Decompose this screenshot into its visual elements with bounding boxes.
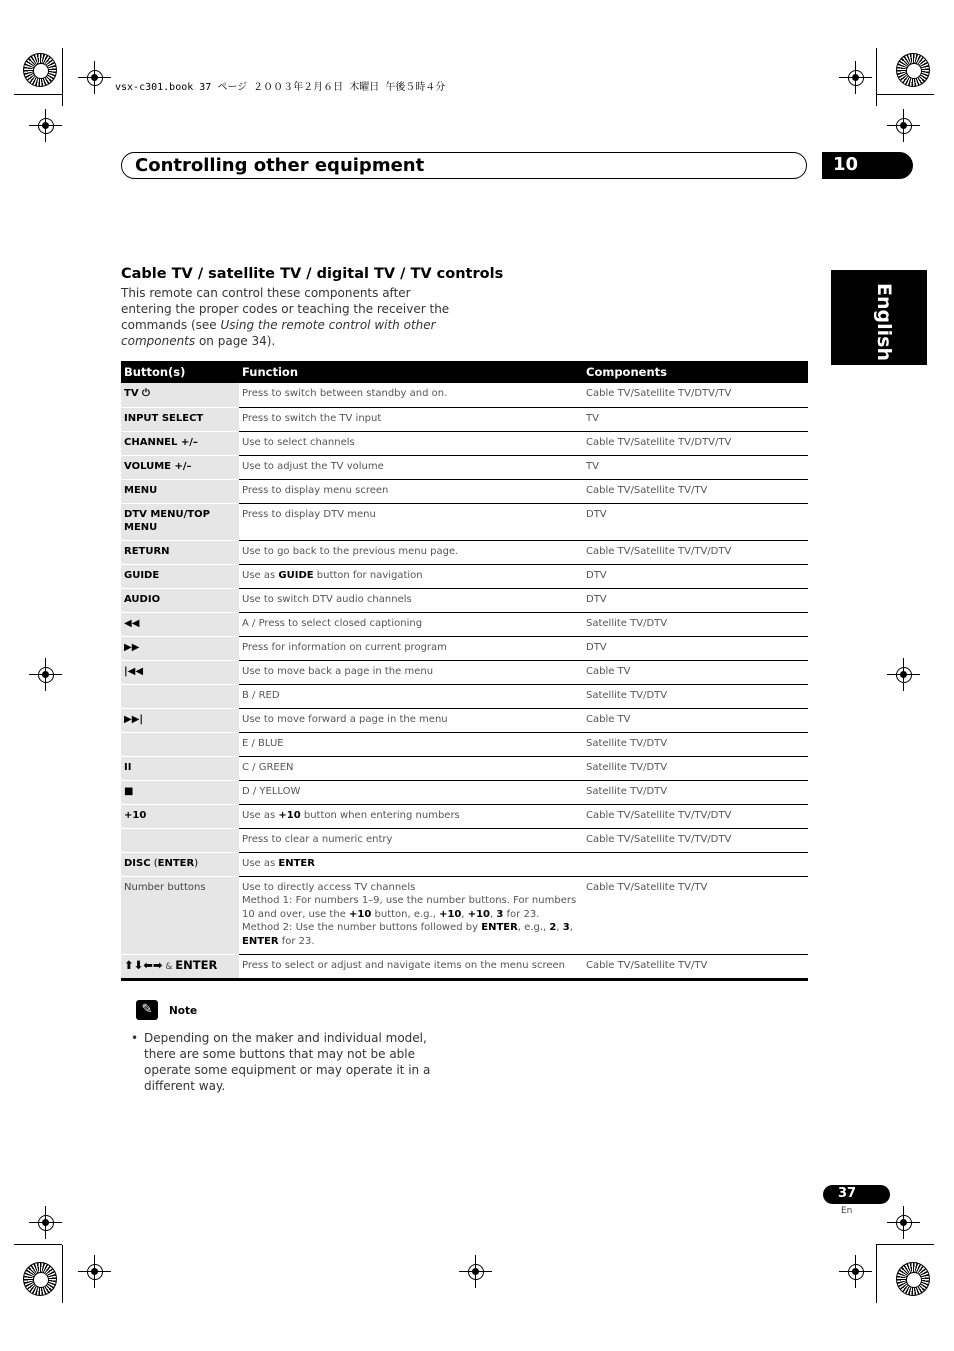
chapter-number-tab: [822, 152, 913, 179]
button-cell: DISC (ENTER): [121, 852, 239, 876]
language-tab: [831, 270, 927, 365]
pause-icon: II: [121, 756, 239, 780]
button-cell: [121, 732, 239, 756]
page-number-badge: [823, 1185, 890, 1204]
components-cell: Cable TV/Satellite TV/TV/DTV: [583, 804, 808, 828]
button-cell: MENU: [121, 479, 239, 503]
button-cell: DTV MENU/TOP MENU: [121, 503, 239, 540]
function-cell: Use to switch DTV audio channels: [239, 588, 583, 612]
intro-text: This remote can control these components after entering the proper codes or teaching the receiver the commands (see: [121, 286, 450, 332]
language-label: English: [873, 283, 895, 361]
components-cell: Cable TV/Satellite TV/TV: [583, 954, 808, 979]
column-header: Function: [239, 361, 583, 383]
fast-forward-icon: ▶▶: [121, 636, 239, 660]
components-cell: Satellite TV/DTV: [583, 756, 808, 780]
components-cell: Satellite TV/DTV: [583, 684, 808, 708]
function-cell: Use as GUIDE button for navigation: [239, 564, 583, 588]
components-cell: Satellite TV/DTV: [583, 612, 808, 636]
color-registration-icon: [23, 53, 57, 87]
table-row: [121, 383, 808, 407]
function-cell: Press for information on current program: [239, 636, 583, 660]
note-label: Note: [169, 1005, 198, 1017]
note-pencil-icon: ✎: [136, 1000, 158, 1020]
page-language: En: [841, 1206, 853, 1216]
registration-mark-icon: [38, 1215, 54, 1231]
function-cell: Use to directly access TV channels Method 1: For numbers 1–9, use the number buttons. For numbers 10 and over, use the +10 button, e.g., +10, +10, 3 for 23. Method 2: Use the number buttons followed by ENTER, e.g., 2, 3, ENTER for 23.: [239, 876, 583, 954]
skip-back-icon: |◀◀: [121, 660, 239, 684]
function-cell: Press to display DTV menu: [239, 503, 583, 540]
function-cell: C / GREEN: [239, 756, 583, 780]
registration-mark-icon: [848, 1264, 864, 1280]
column-header: Button(s): [121, 361, 239, 383]
button-cell: [121, 684, 239, 708]
function-cell: E / BLUE: [239, 732, 583, 756]
table-row: [121, 954, 808, 979]
table-row: [121, 708, 808, 732]
table-row: [121, 684, 808, 708]
intro-text-end: on page 34).: [195, 334, 276, 348]
function-cell: Use to go back to the previous menu page.: [239, 540, 583, 564]
components-cell: [583, 852, 808, 876]
table-row: [121, 540, 808, 564]
components-cell: Satellite TV/DTV: [583, 732, 808, 756]
components-cell: Cable TV: [583, 708, 808, 732]
button-cell: VOLUME +/–: [121, 455, 239, 479]
function-cell: Use to select channels: [239, 431, 583, 455]
registration-mark-icon: [38, 118, 54, 134]
registration-mark-icon: [468, 1264, 484, 1280]
section-intro: [121, 285, 461, 349]
components-cell: TV: [583, 455, 808, 479]
registration-mark-icon: [896, 1215, 912, 1231]
button-cell: TV ⏻: [121, 383, 239, 407]
table-row: [121, 732, 808, 756]
function-cell: Use as +10 button when entering numbers: [239, 804, 583, 828]
components-cell: Cable TV/Satellite TV/DTV/TV: [583, 431, 808, 455]
section-title: Cable TV / satellite TV / digital TV / TV controls: [121, 266, 504, 282]
components-cell: Cable TV/Satellite TV/TV: [583, 876, 808, 954]
chapter-title-bar: [121, 152, 807, 179]
function-cell: Press to clear a numeric entry: [239, 828, 583, 852]
function-cell: Press to display menu screen: [239, 479, 583, 503]
controls-table: [121, 361, 808, 981]
function-cell: Use to adjust the TV volume: [239, 455, 583, 479]
chapter-number: 10: [833, 154, 859, 175]
table-row: [121, 564, 808, 588]
registration-mark-icon: [87, 1264, 103, 1280]
note-item: • Depending on the maker and individual model, there are some buttons that may not be able operate some equipment or may operate it in a different way.: [131, 1030, 461, 1094]
components-cell: Cable TV/Satellite TV/TV/DTV: [583, 828, 808, 852]
chapter-title: Controlling other equipment: [135, 155, 425, 176]
table-row: [121, 636, 808, 660]
table-row: [121, 455, 808, 479]
components-cell: TV: [583, 407, 808, 431]
function-cell: Press to select or adjust and navigate items on the menu screen: [239, 954, 583, 979]
table-row: [121, 407, 808, 431]
button-cell: ⬆⬇⬅➡ & ENTER: [121, 954, 239, 979]
registration-mark-icon: [896, 118, 912, 134]
color-registration-icon: [23, 1262, 57, 1296]
table-header-row: [121, 361, 808, 383]
function-cell: Use to move forward a page in the menu: [239, 708, 583, 732]
function-cell: Press to switch between standby and on.: [239, 383, 583, 407]
components-cell: Cable TV/Satellite TV/TV/DTV: [583, 540, 808, 564]
note-list: [131, 1030, 461, 1094]
components-cell: DTV: [583, 636, 808, 660]
button-cell: +10: [121, 804, 239, 828]
table-row: [121, 503, 808, 540]
registration-mark-icon: [38, 667, 54, 683]
components-cell: Cable TV/Satellite TV/DTV/TV: [583, 383, 808, 407]
table-row: [121, 828, 808, 852]
print-header: vsx-c301.book 37 ページ ２００３年２月６日 木曜日 午後５時４分: [115, 82, 446, 93]
registration-mark-icon: [87, 70, 103, 86]
table-row: [121, 479, 808, 503]
button-cell: GUIDE: [121, 564, 239, 588]
function-cell: B / RED: [239, 684, 583, 708]
components-cell: DTV: [583, 564, 808, 588]
function-cell: Use as ENTER: [239, 852, 583, 876]
intro-reference: Using the remote control with other components: [121, 318, 436, 348]
registration-mark-icon: [848, 70, 864, 86]
arrow-keys-icon: ⬆⬇⬅➡: [124, 957, 163, 972]
function-cell: Use to move back a page in the menu: [239, 660, 583, 684]
table-row: [121, 780, 808, 804]
page-number: 37: [838, 1186, 857, 1201]
components-cell: DTV: [583, 503, 808, 540]
table-row: [121, 431, 808, 455]
function-cell: D / YELLOW: [239, 780, 583, 804]
button-cell: RETURN: [121, 540, 239, 564]
column-header: Components: [583, 361, 808, 383]
skip-forward-icon: ▶▶|: [121, 708, 239, 732]
components-cell: Cable TV/Satellite TV/TV: [583, 479, 808, 503]
button-cell: [121, 828, 239, 852]
table-row: [121, 756, 808, 780]
color-registration-icon: [896, 53, 930, 87]
registration-mark-icon: [896, 667, 912, 683]
color-registration-icon: [896, 1262, 930, 1296]
button-cell: AUDIO: [121, 588, 239, 612]
components-cell: Cable TV: [583, 660, 808, 684]
table-row: [121, 588, 808, 612]
stop-icon: ■: [121, 780, 239, 804]
components-cell: Satellite TV/DTV: [583, 780, 808, 804]
table-row: [121, 852, 808, 876]
button-cell: CHANNEL +/–: [121, 431, 239, 455]
table-row: [121, 660, 808, 684]
button-cell: Number buttons: [121, 876, 239, 954]
rewind-icon: ◀◀: [121, 612, 239, 636]
components-cell: DTV: [583, 588, 808, 612]
table-row: [121, 804, 808, 828]
function-cell: Press to switch the TV input: [239, 407, 583, 431]
function-cell: A / Press to select closed captioning: [239, 612, 583, 636]
button-cell: INPUT SELECT: [121, 407, 239, 431]
table-row: [121, 612, 808, 636]
table-row: [121, 876, 808, 954]
